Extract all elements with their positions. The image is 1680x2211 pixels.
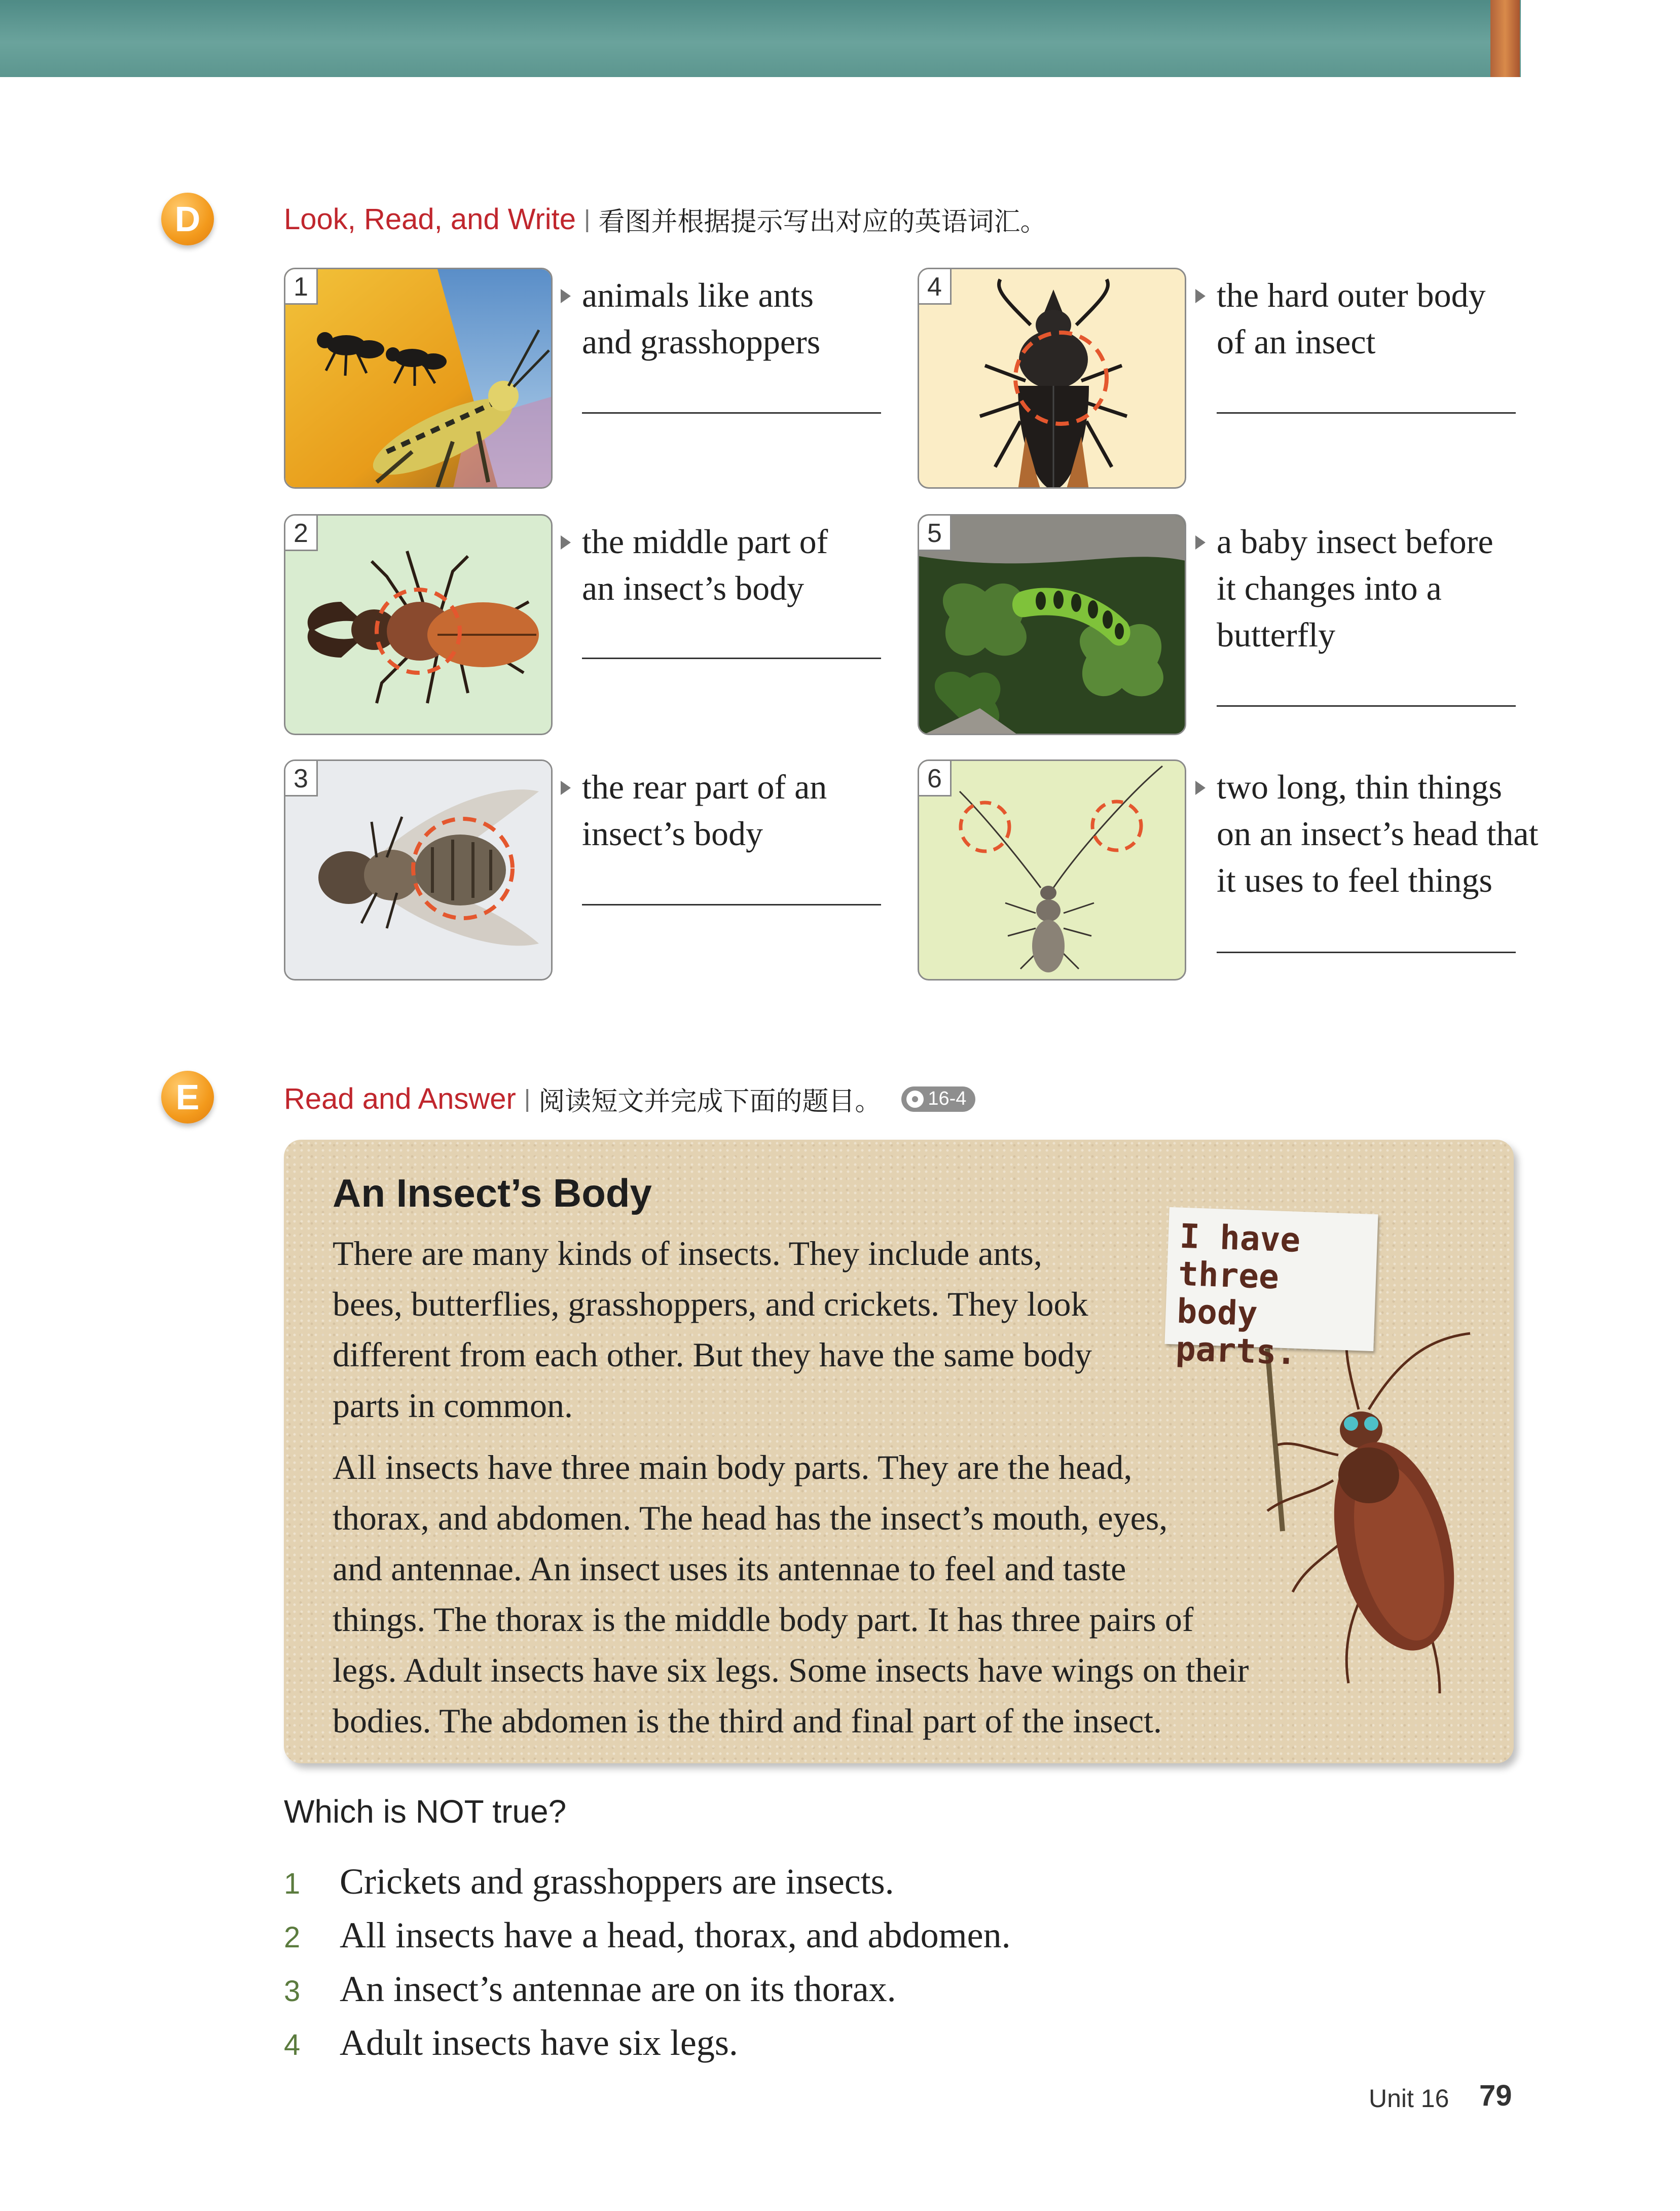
sign-line: three [1177,1254,1280,1297]
answer-line-5[interactable] [1217,705,1516,707]
vocab-clue-2 [582,518,828,611]
choice-number-1: 1 [284,1867,301,1900]
clue-line: and grasshoppers [582,322,821,361]
audio-track-button[interactable] [901,1086,975,1112]
vocab-clue-6 [1217,764,1538,903]
clue-line: of an insect [1217,322,1376,361]
clue-line: butterfly [1217,615,1336,654]
clue-line: two long, thin things [1217,768,1502,806]
vocab-number-1: 1 [285,269,318,305]
audio-track-label: 16-4 [928,1088,967,1109]
choice-number-4: 4 [284,2028,301,2061]
paragraph-line: things. The thorax is the middle body part. It has three pairs of [333,1600,1194,1639]
paragraph-line: legs. Adult insects have six legs. Some insects have wings on their [333,1651,1249,1689]
section-d-title-zh: 看图并根据提示写出对应的英语词汇。 [598,207,1047,237]
vocab-number-6: 6 [919,761,952,796]
choice-option-2[interactable]: All insects have a head, thorax, and abdomen. [340,1915,1011,1955]
clue-line: an insect’s body [582,569,805,607]
choice-option-4[interactable]: Adult insects have six legs. [340,2022,738,2063]
unit-label: Unit 16 [1369,2084,1449,2113]
choice-option-1[interactable]: Crickets and grasshoppers are insects. [340,1861,894,1902]
answer-line-4[interactable] [1217,412,1516,414]
paragraph-line: There are many kinds of insects. They include ants, [333,1234,1042,1273]
vocab-clue-4 [1217,272,1486,365]
clue-arrow-icon [561,781,571,795]
vocab-image-5 [918,514,1186,735]
clue-line: the rear part of an [582,768,827,806]
vocab-image-3 [284,759,553,981]
clue-line: a baby insect before [1217,522,1493,561]
answer-line-6[interactable] [1217,952,1516,953]
vocab-clue-5 [1217,518,1493,658]
section-e-title-en: Read and Answer [284,1082,516,1115]
answer-line-3[interactable] [582,904,881,905]
cockroach-illustration [1247,1328,1511,1714]
vocab-number-5: 5 [919,516,952,551]
horned-beetle-illustration [919,269,1186,489]
top-banner-edge [1490,0,1520,77]
fly-photo [285,761,553,981]
stag-beetle-illustration [285,516,553,735]
paragraph-line: parts in common. [333,1386,573,1425]
choice-number-2: 2 [284,1921,301,1954]
paragraph-line: different from each other. But they have the same body [333,1335,1092,1374]
vocab-clue-1 [582,272,820,365]
clue-line: it uses to feel things [1217,861,1492,899]
clue-line: animals like ants [582,276,814,314]
sign-line: body parts. [1175,1291,1297,1372]
section-d-badge: D [161,193,214,245]
vocab-number-2: 2 [285,516,318,551]
clue-line: the hard outer body [1217,276,1486,314]
page-number: 79 [1479,2079,1512,2112]
clue-arrow-icon [561,289,571,303]
reading-paragraph-2 [333,1442,1249,1746]
section-e-title-zh: 阅读短文并完成下面的题目。 [538,1086,882,1117]
reading-title: An Insect’s Body [333,1171,652,1215]
vocab-clue-3 [582,764,827,857]
clue-line: it changes into a [1217,569,1442,607]
choice-number-3: 3 [284,1975,301,2008]
clue-line: insect’s body [582,814,763,853]
section-d-separator: | [584,206,591,233]
section-e-badge: E [161,1071,214,1123]
paragraph-line: bodies. The abdomen is the third and final part of the insect. [333,1701,1162,1740]
paragraph-line: and antennae. An insect uses its antennae to feel and taste [333,1549,1126,1588]
answer-line-1[interactable] [582,412,881,414]
ants-grasshopper-photo [285,269,553,489]
clue-line: the middle part of [582,522,828,561]
caterpillar-photo [919,516,1186,735]
sign-line: I have [1179,1216,1301,1260]
vocab-image-6 [918,759,1186,981]
question-prompt: Which is NOT true? [284,1793,567,1830]
clue-arrow-icon [561,535,571,550]
vocab-image-1 [284,268,553,489]
paragraph-line: bees, butterflies, grasshoppers, and crickets. They look [333,1285,1088,1323]
vocab-image-2 [284,514,553,735]
clue-arrow-icon [1195,289,1206,303]
speech-sign [1164,1207,1378,1372]
audio-disc-icon [906,1091,924,1108]
clue-arrow-icon [1195,781,1206,795]
answer-line-2[interactable] [582,658,881,659]
paragraph-line: thorax, and abdomen. The head has the insect’s mouth, eyes, [333,1499,1168,1537]
top-banner [0,0,1521,77]
section-e-title [284,1080,975,1118]
clue-arrow-icon [1195,535,1206,550]
clue-line: on an insect’s head that [1217,814,1539,853]
vocab-number-3: 3 [285,761,318,796]
vocab-number-4: 4 [919,269,952,305]
section-e-separator: | [524,1085,531,1112]
reading-paragraph-1 [333,1228,1092,1431]
section-d-title [284,200,1047,238]
longhorn-beetle-illustration [919,761,1186,981]
vocab-image-4 [918,268,1186,489]
paragraph-line: All insects have three main body parts. They are the head, [333,1448,1133,1487]
choice-option-3[interactable]: An insect’s antennae are on its thorax. [340,1969,896,2009]
section-d-title-en: Look, Read, and Write [284,203,576,236]
